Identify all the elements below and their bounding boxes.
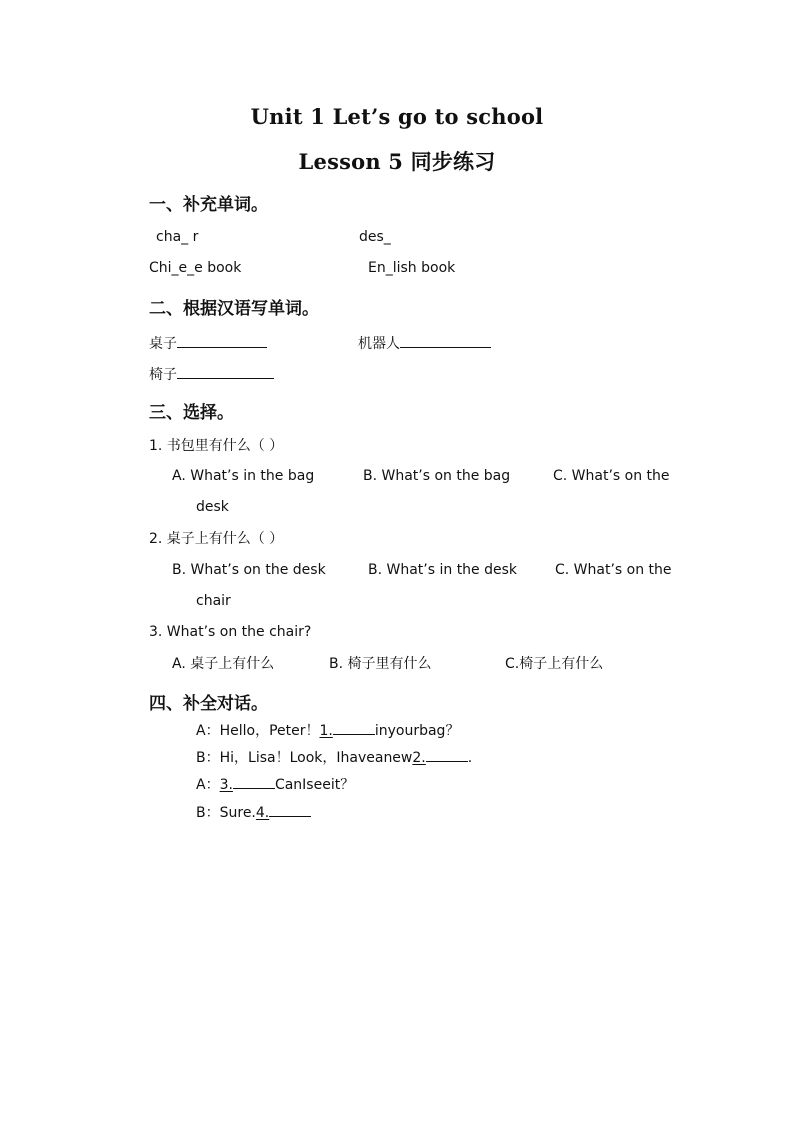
answer-blank[interactable] xyxy=(333,721,375,735)
question-3-option-a: A. 桌子上有什么 xyxy=(172,656,275,672)
dialogue-text: Sure. xyxy=(219,805,256,821)
dialogue-text: . xyxy=(467,750,473,766)
question-1-option-c: C. What’s on the xyxy=(553,468,670,484)
blank-number: 4. xyxy=(255,805,270,821)
answer-blank[interactable] xyxy=(233,775,275,789)
dialogue-text: Hi，Lisa！Look，Ihaveanew xyxy=(219,750,413,766)
question-2-option-b: B. What’s in the desk xyxy=(368,562,518,578)
dialogue-line-3 xyxy=(196,775,354,794)
section-1-heading: 一、补充单词。 xyxy=(149,195,268,215)
question-3-prompt: 3. What’s on the chair? xyxy=(149,624,312,640)
question-2-prompt: 2. 桌子上有什么（ ） xyxy=(149,531,284,547)
question-1-prompt: 1. 书包里有什么（ ） xyxy=(149,438,284,454)
answer-blank[interactable] xyxy=(426,748,468,762)
fill-word-4: En_lish book xyxy=(368,260,456,276)
section-4-heading: 四、补全对话。 xyxy=(149,694,268,714)
dialogue-speaker: B： xyxy=(196,805,220,821)
question-2-option-c: C. What’s on the xyxy=(555,562,672,578)
dialogue-speaker: B： xyxy=(196,750,220,766)
question-1-option-b: B. What’s on the bag xyxy=(363,468,511,484)
answer-blank[interactable] xyxy=(400,333,491,348)
dialogue-speaker: A： xyxy=(196,777,220,793)
translate-item-3 xyxy=(149,364,274,384)
translate-item-1 xyxy=(149,333,267,353)
dialogue-speaker: A： xyxy=(196,723,220,739)
fill-word-1: cha_ r xyxy=(156,229,199,245)
dialogue-text: CanIseeit？ xyxy=(274,777,355,793)
page-title: Unit 1 Let’s go to school xyxy=(250,104,544,129)
translate-item-1-label: 桌子 xyxy=(149,336,177,352)
fill-word-3: Chi_e_e book xyxy=(149,260,242,276)
page-subtitle: Lesson 5 同步练习 xyxy=(298,149,496,174)
question-2-option-a: B. What’s on the desk xyxy=(172,562,326,578)
section-2-heading: 二、根据汉语写单词。 xyxy=(149,299,319,319)
dialogue-line-4 xyxy=(196,803,311,822)
answer-blank[interactable] xyxy=(177,333,267,348)
answer-blank[interactable] xyxy=(177,364,274,379)
blank-number: 1. xyxy=(319,723,333,739)
dialogue-text: Hello，Peter！ xyxy=(219,723,320,739)
question-3-option-b: B. 椅子里有什么 xyxy=(329,656,432,672)
fill-word-2: des_ xyxy=(359,229,391,245)
translate-item-2 xyxy=(358,333,491,353)
dialogue-line-2 xyxy=(196,748,472,767)
blank-number: 3. xyxy=(219,777,233,793)
translate-item-2-label: 机器人 xyxy=(358,336,400,352)
question-1-option-a: A. What’s in the bag xyxy=(172,468,315,484)
question-2-option-c-wrap: chair xyxy=(196,593,231,609)
blank-number: 2. xyxy=(412,750,426,766)
answer-blank[interactable] xyxy=(269,803,311,817)
question-3-option-c: C.椅子上有什么 xyxy=(505,656,604,672)
question-1-option-c-wrap: desk xyxy=(196,499,229,515)
dialogue-line-1 xyxy=(196,721,459,740)
section-3-heading: 三、选择。 xyxy=(149,403,234,423)
translate-item-3-label: 椅子 xyxy=(149,367,177,383)
dialogue-text: inyourbag？ xyxy=(374,723,460,739)
